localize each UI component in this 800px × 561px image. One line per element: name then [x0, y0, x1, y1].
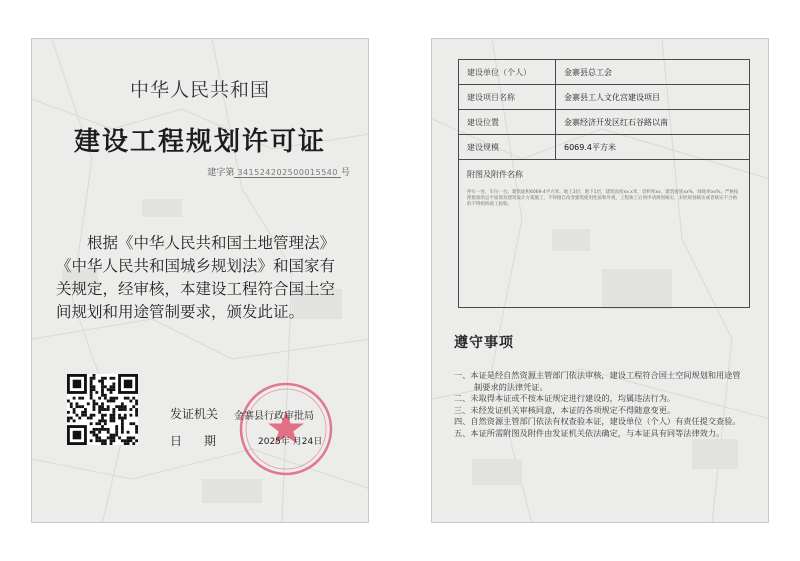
intro-paragraph: 根据《中华人民共和国土地管理法》《中华人民共和国城乡规划法》和国家有关规定，经审核，本建设工程符合国土空间规划和用途管制要求，颁发此证。 — [56, 234, 336, 321]
row-label: 建设单位（个人） — [459, 60, 556, 85]
cert-prefix: 建字第 — [207, 168, 235, 178]
row-label: 建设位置 — [459, 110, 556, 135]
table-row — [459, 85, 750, 110]
table-row — [459, 60, 750, 85]
rule-item: 一、本证是经自然资源主管部门依法审核，建设工程符合国土空间规划和用途管制要求的法律凭证。 — [454, 370, 741, 392]
row-value: 金寨经济开发区红石谷路以南 — [556, 110, 750, 135]
row-value: 金寨县工人文化宫建设项目 — [556, 85, 750, 110]
certificate-front-page — [31, 38, 369, 523]
row-value: 6069.4平方米 — [556, 135, 750, 160]
attachments-label: 附图及附件名称 — [467, 170, 523, 179]
attachments-text: 停车一处，车位一台。建筑面积6069.4平方米，地上3层，地下1层，建筑高度xx.x米，容积率xx，建筑密度xx%，绿地率xx%。严格按照批准的总平面图及建筑设计方案施工，不得擅自改变建筑使用性质和外观，工程竣工后须申请规划核实，未经规划核实或者核实不合格的不得组织竣工验收。 — [467, 190, 739, 207]
date-value: 2025年 月24日 — [258, 437, 323, 447]
attachments-row — [459, 160, 750, 308]
rule-item: 五、本证所需附图及附件由发证机关依法确定，与本证具有同等法律效力。 — [454, 427, 725, 438]
issuer-value: 金寨县行政审批局 — [234, 411, 314, 422]
country-name: 中华人民共和国 — [129, 79, 270, 101]
certificate-back-page — [431, 38, 769, 523]
row-value: 金寨县总工会 — [556, 60, 750, 85]
rule-item: 二、未取得本证或不按本证规定进行建设的，均属违法行为。 — [454, 393, 676, 403]
table-row — [459, 110, 750, 135]
project-info-table — [458, 59, 750, 308]
cert-suffix: 号 — [340, 168, 350, 178]
official-seal — [238, 381, 334, 477]
certificate-number — [207, 165, 350, 178]
table-row — [459, 135, 750, 160]
certificate-title: 建设工程规划许可证 — [73, 127, 326, 157]
cert-number-value: 341524202500015540 — [234, 168, 341, 178]
qr-code — [67, 374, 138, 445]
rules-title: 遵守事项 — [454, 335, 514, 351]
issuer-label: 发证机关 — [170, 407, 219, 421]
attachments-cell — [459, 160, 750, 308]
date-label: 日期 — [170, 434, 239, 448]
rule-item: 四、自然资源主管部门依法有权查验本证，建设单位（个人）有责任提交查验。 — [454, 416, 741, 426]
row-label: 建设项目名称 — [459, 85, 556, 110]
row-label: 建设规模 — [459, 135, 556, 160]
rule-item: 三、未经发证机关审核同意，本证的各项规定不得随意变更。 — [454, 404, 676, 415]
rules-list — [454, 370, 748, 439]
